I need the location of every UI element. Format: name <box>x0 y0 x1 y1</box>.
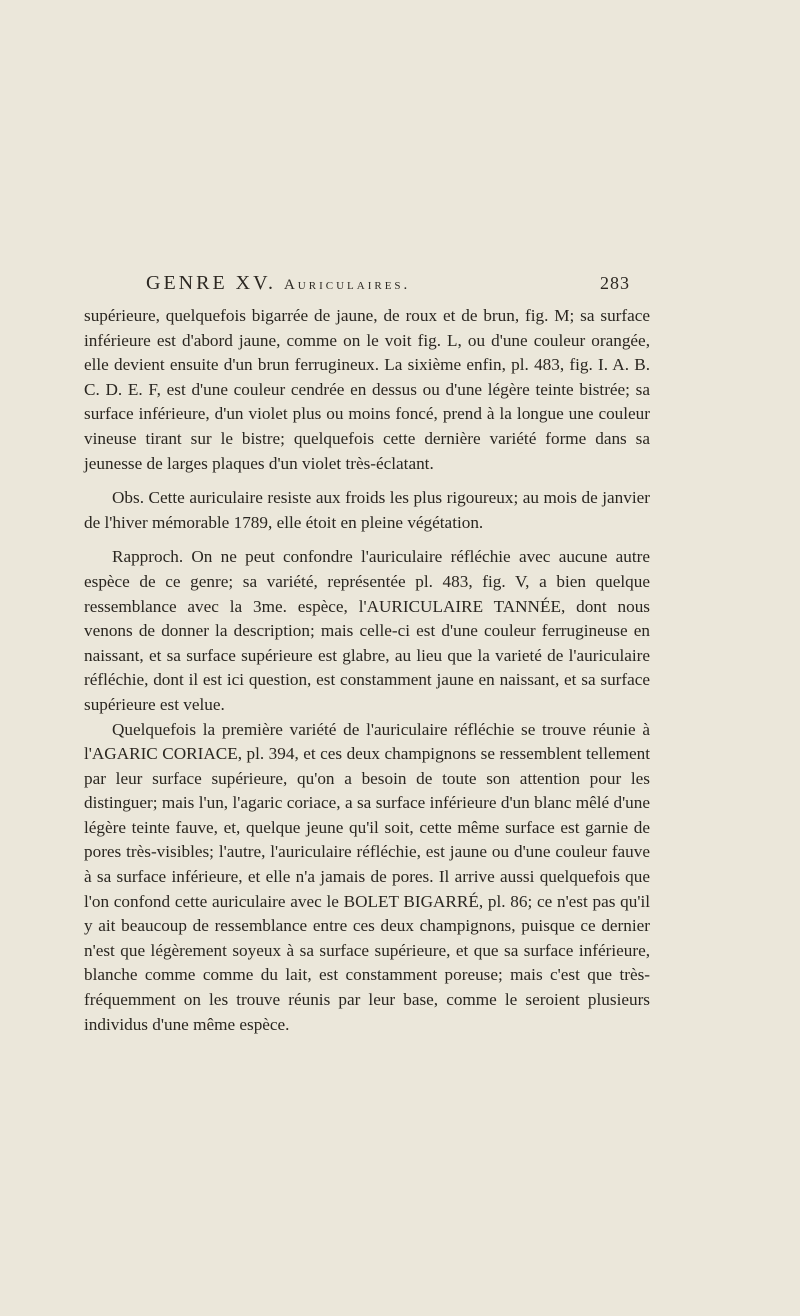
paragraph-4: Quelquefois la première variété de l'auriculaire réfléchie se trouve réunie à l'AGARIC CORIACE, pl. 394, et ces deux champignons se ressemblent tellement par leur surface supérieure, qu'on a besoin de toute son attention pour les distinguer; mais l'un, l'agaric coriace, a sa surface inférieure d'un blanc mêlé d'une légère teinte fauve, et, quelque jeune qu'il soit, cette même surface est garnie de pores très-visibles; l'autre, l'auriculaire réfléchie, est jaune ou d'une couleur fauve à sa surface inférieure, et elle n'a jamais de pores. Il arrive aussi quelquefois que l'on confond cette auriculaire avec le BOLET BIGARRÉ, pl. 86; ce n'est pas qu'il y ait beaucoup de ressemblance entre ces deux champignons, puisque ce dernier n'est que légèrement soyeux à sa surface supérieure, et que sa surface inférieure, blanche comme comme du lait, est constamment poreuse; mais c'est que très-fréquemment on les trouve réunis par leur base, comme le seroient plusieurs individus d'une même espèce. <box>84 719 650 1034</box>
chapter-title: GENRE XV. Auriculaires. <box>146 272 411 294</box>
paragraph-1: supérieure, quelquefois bigarrée de jaune, de roux et de brun, fig. M; sa surface inférieure est d'abord jaune, comme on le voit fig. L, ou d'une couleur orangée, elle devient ensuite d'un brun ferrugineux. La sixième enfin, pl. 483, fig. I. A. B. C. D. E. F, est d'une couleur cendrée en dessus ou d'une légère teinte bistrée; sa surface inférieure, d'un violet plus ou moins foncé, prend à la longue une couleur vineuse tirant sur le bistre; quelquefois cette dernière variété forme dans sa jeunesse de larges plaques d'un violet très-éclatant. <box>84 306 650 473</box>
chapter-title-smallcaps: Auriculaires. <box>283 277 411 293</box>
body-text <box>84 304 650 1037</box>
paragraph-obs: Obs. Cette auriculaire resiste aux froids les plus rigoureux; au mois de janvier de l'hiver mémorable 1789, elle étoit en pleine végétation. <box>84 488 650 532</box>
page-number: 283 <box>600 273 630 293</box>
running-header <box>146 272 630 295</box>
paragraph-rapproch: Rapproch. On ne peut confondre l'auriculaire réfléchie avec aucune autre espèce de ce genre; sa variété, représentée pl. 483, fig. V, a bien quelque ressemblance avec la 3me. espèce, l'AURICULAIRE TANNÉE, dont nous venons de donner la description; mais celle-ci est d'une couleur ferrugineuse en naissant, et sa surface supérieure est glabre, au lieu que la varieté de l'auriculaire réfléchie, dont il est ici question, est constamment jaune en naissant, et sa surface supérieure est velue. <box>84 547 650 714</box>
